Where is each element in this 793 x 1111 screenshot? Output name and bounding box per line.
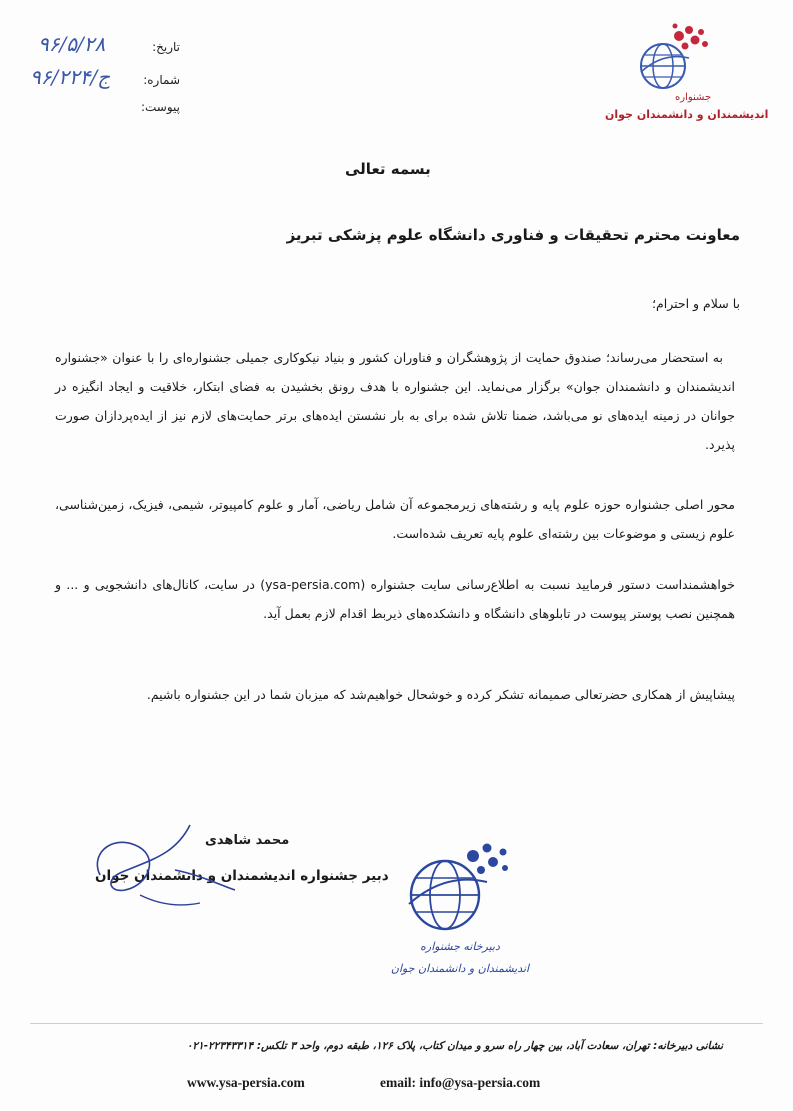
number-label: شماره: [143, 73, 180, 87]
greeting: با سلام و احترام؛ [652, 296, 740, 311]
stamp-globe-icon [395, 840, 525, 940]
letter-meta [30, 30, 180, 120]
body-paragraph: به استحضار می‌رساند؛ صندوق حمایت از پژوهشگران و فناوران کشور و بنیاد نیکوکاری جمیلی جشنواره‌ای را با عنوان «جشنواره اندیشمندان و دانشمندان جوان» برگزار می‌نماید. این جشنواره با هدف رونق بخشیدن به فضای ابتکار، خلاقیت و ایجاد انگیزه در جوانان در زمینه ایده‌های نو می‌باشد، ضمنا تلاش شده برای به بار نشستن ایده‌های برتر حمایت‌های لازم نیز از ایده‌پردازان صورت پذیرد. [55, 350, 735, 452]
date-value: ۹۶/۵/۲۸ [38, 32, 106, 56]
footer-address: نشانی دبیرخانه: تهران، سعادت آباد، بین چهار راه سرو و میدان کتاب، پلاک ۱۲۶، طبقه دوم، واحد ۳ تلکس: ۲۲۳۴۳۳۱۴-۰۲۱ [186, 1040, 723, 1052]
signatory-name: محمد شاهدی [205, 833, 290, 848]
body-paragraph: پیشاپیش از همکاری حضرتعالی صمیمانه تشکر کرده و خوشحال خواهیم‌شد که میزبان شما در این جشنواره باشیم. [146, 687, 735, 702]
footer-divider [30, 1023, 763, 1024]
basmala: بسمه تعالی [345, 160, 431, 178]
body-paragraph: خواهشمنداست دستور فرمایید نسبت به اطلاع‌رسانی سایت جشنواره (ysa-persia.com) در سایت، کانال‌های دانشجویی و ... و همچنین نصب پوستر پیوست در تابلوهای دانشگاه و دانشکده‌های ذیربط اقدام لازم بعمل آید. [55, 577, 736, 621]
festival-logo [605, 22, 769, 132]
attachment-label: پیوست: [140, 100, 180, 114]
official-stamp [390, 840, 530, 990]
signatory-title: دبیر جشنواره اندیشمندان و دانشمندان جوان [95, 868, 389, 884]
body-paragraph: محور اصلی جشنواره حوزه علوم پایه و رشته‌های زیرمجموعه آن شامل ریاضی، آمار و علوم کامپیوتر، شیمی، فیزیک، زمین‌شناسی، علوم زیستی و موضوعات بین رشته‌ای علوم پایه تعریف شده‌است. [55, 497, 735, 541]
logo-top-text: جشنواره [675, 92, 712, 103]
logo-title: اندیشمندان و دانشمندان جوان [605, 108, 769, 121]
footer-email-link[interactable]: email: info@ysa-persia.com [380, 1075, 541, 1090]
stamp-text-line1: دبیرخانه جشنواره [420, 940, 500, 953]
recipient-line: معاونت محترم تحقیقات و فناوری دانشگاه علوم پزشکی تبریز [286, 226, 740, 244]
footer-website-link[interactable]: www.ysa-persia.com [187, 1075, 305, 1090]
date-label: تاریخ: [152, 40, 180, 54]
number-value: ۹۶/ج/۲۲۴ [30, 65, 111, 89]
globe-logo-icon [605, 22, 765, 102]
handwritten-signature [80, 815, 240, 925]
stamp-text-line2: اندیشمندان و دانشمندان جوان [390, 962, 530, 975]
